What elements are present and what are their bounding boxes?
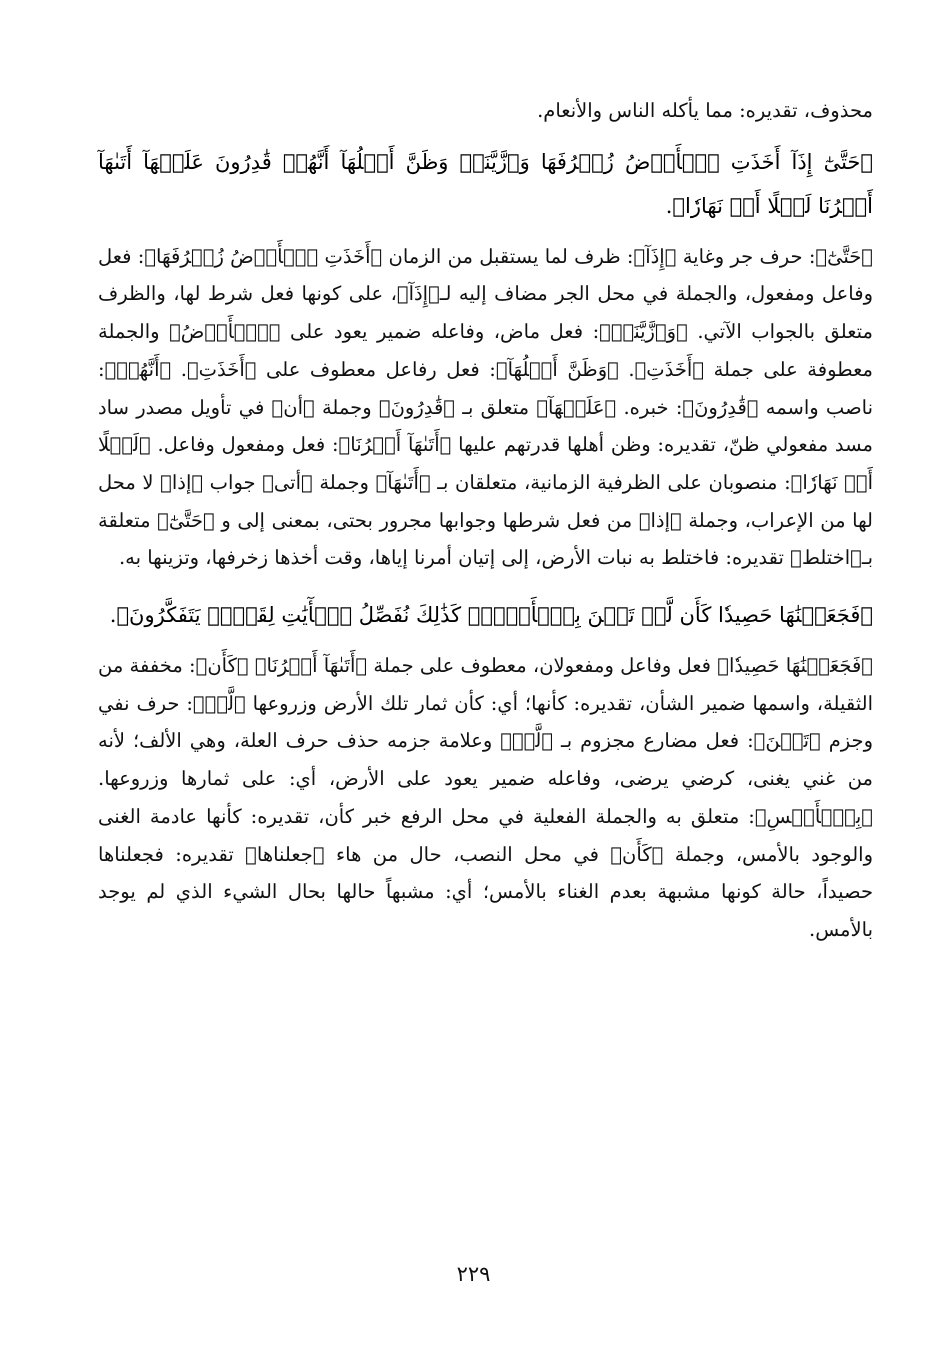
page-number: ٢٢٩ [456, 1262, 491, 1286]
grammar-analysis-2: ﴿فَجَعَلۡنَٰهَا حَصِيدٗا﴾ فعل وفاعل ومفعولان، معطوف على جملة ﴿أَتَىٰهَآ أَمۡرُنَا﴾ ﴿كَأَن﴾: مخففة من الثقيلة، واسمها ضمير الشأن، تقديره: كأنها؛ أي: كأن ثمار تلك الأرض وزروعها ﴿لَّمۡ﴾: حرف نفي وجزم ﴿تَغۡنَ﴾: فعل مضارع مجزوم بـ ﴿لَّمۡ﴾ وعلامة جزمه حذف حرف العلة، وهي الألف؛ لأنه من غني يغنى، كرضي يرضى، وفاعله ضمير يعود على الأرض، أي: على ثمارها وزروعها. ﴿بِٱلۡأَمۡسِ﴾: متعلق به والجملة الفعلية في محل الرفع خبر كأن، تقديره: كأنها عادمة الغنى والوجود بالأمس، وجملة ﴿كَأَن﴾ في محل النصب، حال من هاء ﴿جعلناها﴾ تقديره: فجعلناها حصيداً، حالة كونها مشبهة بعدم الغناء بالأمس؛ أي: مشبهاً حالها بحال الشيء الذي لم يوجد بالأمس. [98, 654, 873, 941]
quran-verse-2: ﴿فَجَعَلۡنَٰهَا حَصِيدٗا كَأَن لَّمۡ تَغۡنَ بِٱلۡأَمۡسِۚ كَذَٰلِكَ نُفَصِّلُ ٱلۡأٓيَٰتِ لِقَوۡمٖ يَتَفَكَّرُونَ﴾. [109, 603, 873, 628]
page-body [98, 92, 873, 949]
quran-verse-1: ﴿حَتَّىٰٓ إِذَآ أَخَذَتِ ٱلۡأَرۡضُ زُخۡرُفَهَا وَٱزَّيَّنَتۡ وَظَنَّ أَهۡلُهَآ أَنَّهُمۡ قَٰدِرُونَ عَلَيۡهَآ أَتَىٰهَآ أَمۡرُنَا لَيۡلًا أَوۡ نَهَارٗا﴾. [98, 149, 873, 218]
intro-line: محذوف، تقديره: مما يأكله الناس والأنعام. [537, 99, 873, 122]
grammar-analysis-1: ﴿حَتَّىٰٓ﴾: حرف جر وغاية ﴿إِذَآ﴾: ظرف لما يستقبل من الزمان ﴿أَخَذَتِ ٱلۡأَرۡضُ زُخۡرُفَهَا﴾: فعل وفاعل ومفعول، والجملة في محل الجر مضاف إليه لـ﴿إِذَآ﴾، على كونها فعل شرط لها، والظرف متعلق بالجواب الآتي. ﴿وَٱزَّيَّنَتۡ﴾: فعل ماض، وفاعله ضمير يعود على ﴿ٱلۡأَرۡضُ﴾ والجملة معطوفة على جملة ﴿أَخَذَتِ﴾. ﴿وَظَنَّ أَهۡلُهَآ﴾: فعل رفاعل معطوف على ﴿أَخَذَتِ﴾. ﴿أَنَّهُمۡ﴾: ناصب واسمه ﴿قَٰدِرُونَ﴾: خبره. ﴿عَلَيۡهَآ﴾ متعلق بـ ﴿قَٰدِرُونَ﴾ وجملة ﴿أن﴾ في تأويل مصدر ساد مسد مفعولي ظنّ، تقديره: وظن أهلها قدرتهم عليها ﴿أَتَىٰهَآ أَمۡرُنَا﴾: فعل ومفعول وفاعل. ﴿لَيۡلًا أَوۡ نَهَارٗا﴾: منصوبان على الظرفية الزمانية، متعلقان بـ ﴿أَتَىٰهَآ﴾ وجملة ﴿أتى﴾ جواب ﴿إذا﴾ لا محل لها من الإعراب، وجملة ﴿إذا﴾ من فعل شرطها وجوابها مجرور بحتى، بمعنى إلى و ﴿حَتَّىٰٓ﴾ متعلقة بـ﴿اختلط﴾ تقديره: فاختلط به نبات الأرض، إلى إتيان أمرنا إياها، وقت أخذها زخرفها، وتزينها به. [98, 244, 873, 570]
